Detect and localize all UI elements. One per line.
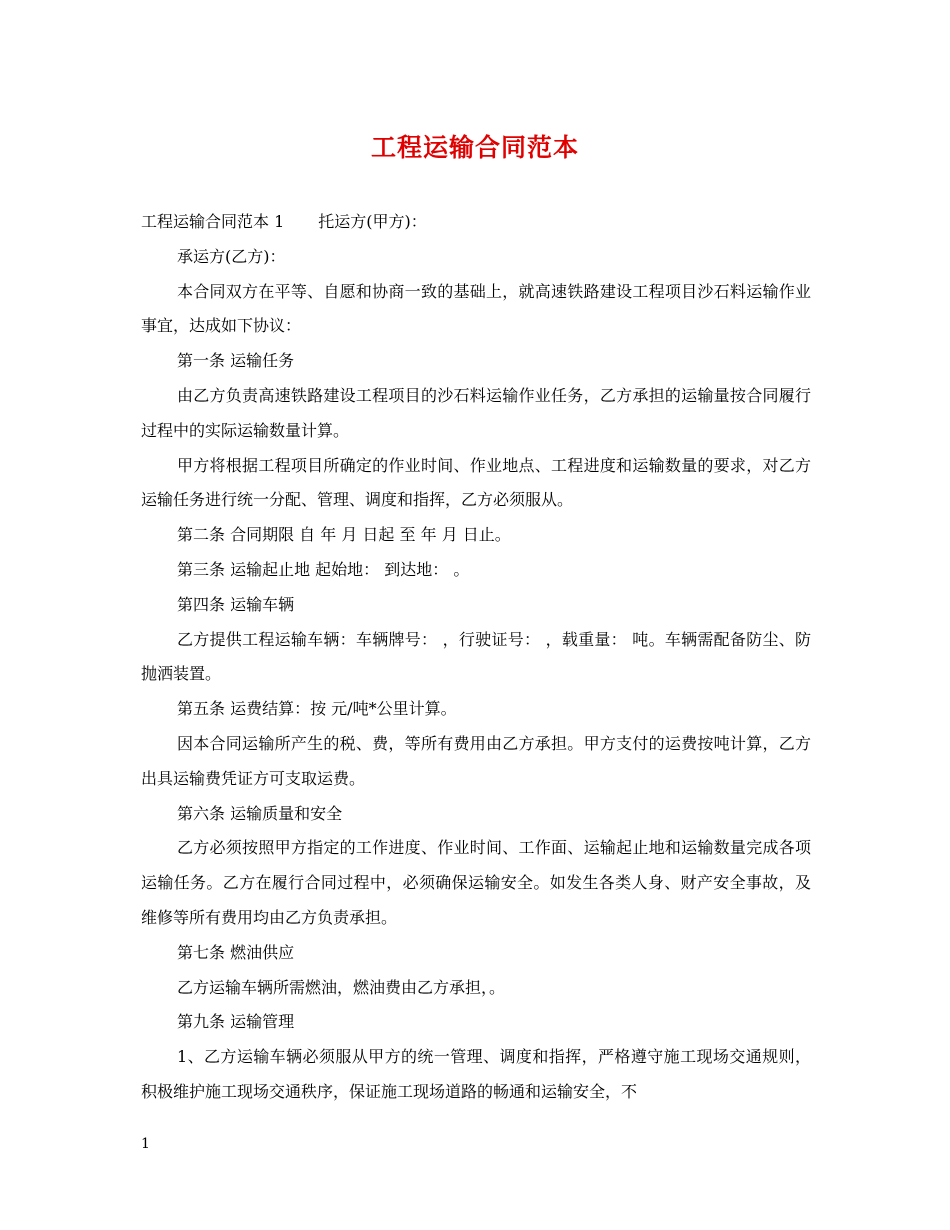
paragraph-article-1-assignment: 甲方将根据工程项目所确定的作业时间、作业地点、工程进度和运输数量的要求，对乙方运输任务进行统一分配、管理、调度和指挥，乙方必须服从。 bbox=[141, 455, 811, 510]
paragraph-article-4-body: 乙方提供工程运输车辆：车辆牌号： ，行驶证号： ，载重量： 吨。车辆需配备防尘、防抛洒装置。 bbox=[141, 629, 811, 684]
heading-article-7: 第七条 燃油供应 bbox=[177, 942, 295, 962]
party-a-label: 托运方(甲方)： bbox=[318, 212, 427, 231]
paragraph-preamble: 本合同双方在平等、自愿和协商一致的基础上，就高速铁路建设工程项目沙石料运输作业事宜，达成如下协议： bbox=[141, 281, 811, 336]
heading-article-1: 第一条 运输任务 bbox=[177, 351, 295, 371]
heading-article-4: 第四条 运输车辆 bbox=[177, 594, 295, 614]
document-body bbox=[141, 205, 811, 1110]
paragraph-article-1-body: 由乙方负责高速铁路建设工程项目的沙石料运输作业任务，乙方承担的运输量按合同履行过程中的实际运输数量计算。 bbox=[141, 385, 811, 440]
heading-article-3: 第三条 运输起止地 起始地： 到达地： 。 bbox=[177, 559, 470, 579]
document-title: 工程运输合同范本 bbox=[370, 133, 579, 162]
heading-article-5: 第五条 运费结算：按 元/吨*公里计算。 bbox=[177, 699, 457, 719]
header-line bbox=[141, 205, 811, 240]
heading-article-9: 第九条 运输管理 bbox=[177, 1012, 295, 1032]
paragraph-article-5-body: 因本合同运输所产生的税、费，等所有费用由乙方承担。甲方支付的运费按吨计算，乙方出具运输费凭证方可支取运费。 bbox=[141, 733, 811, 788]
contract-label: 工程运输合同范本 1 bbox=[141, 212, 285, 231]
paragraph-party-b: 承运方(乙方)： bbox=[177, 246, 286, 266]
heading-article-2: 第二条 合同期限 自 年 月 日起 至 年 月 日止。 bbox=[177, 525, 511, 545]
paragraph-article-7-body: 乙方运输车辆所需燃油，燃油费由乙方承担，。 bbox=[177, 977, 506, 997]
heading-article-6: 第六条 运输质量和安全 bbox=[177, 803, 343, 823]
paragraph-article-6-body: 乙方必须按照甲方指定的工作进度、作业时间、工作面、运输起止地和运输数量完成各项运输任务。乙方在履行合同过程中，必须确保运输安全。如发生各类人身、财产安全事故，及维修等所有费用均由乙方负责承担。 bbox=[141, 838, 811, 927]
page-number: 1 bbox=[141, 1136, 150, 1152]
paragraph-article-9-item-1: 1、乙方运输车辆必须服从甲方的统一管理、调度和指挥，严格遵守施工现场交通规则，积极维护施工现场交通秩序，保证施工现场道路的畅通和运输安全，不 bbox=[141, 1047, 811, 1101]
